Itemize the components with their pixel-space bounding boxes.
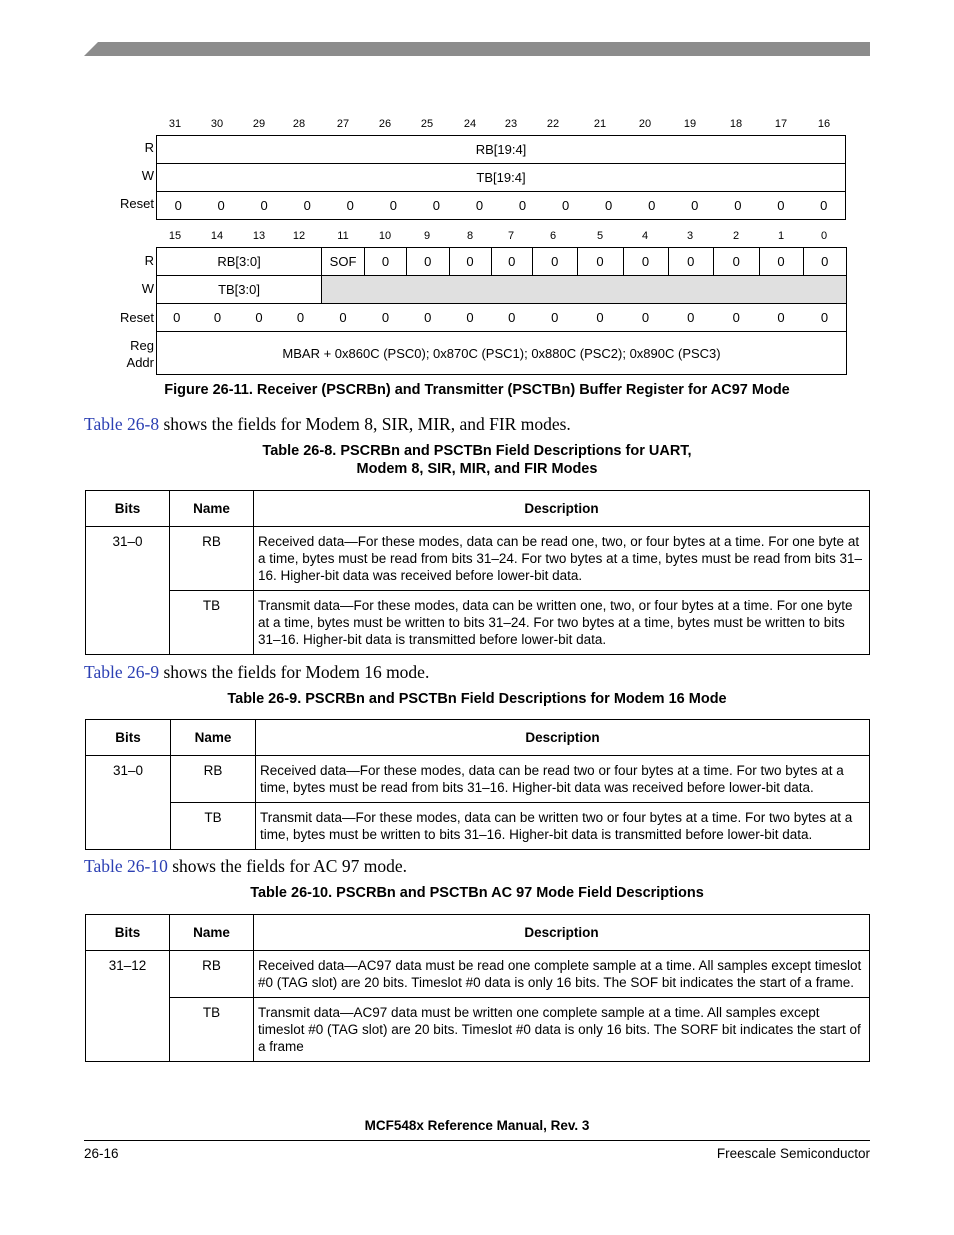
bit-number: 24 <box>463 118 477 130</box>
header-bits: Bits <box>86 915 170 951</box>
row-label-reg: Reg <box>130 338 154 353</box>
row-label-w: W <box>141 281 154 296</box>
bit-number: 26 <box>378 118 392 130</box>
reset-bit: 0 <box>668 304 714 332</box>
reset-bit: 0 <box>458 192 501 220</box>
paragraph-table-26-9 <box>84 662 429 683</box>
lower-r-row <box>157 248 847 276</box>
bit-number: 18 <box>729 118 743 130</box>
reset-bit: 0 <box>759 192 802 220</box>
reset-bit: 0 <box>372 192 415 220</box>
row-label-reset: Reset <box>120 196 154 211</box>
reset-bit: 0 <box>623 304 668 332</box>
header-name: Name <box>170 915 254 951</box>
description-cell: Transmit data—For these modes, data can be written one, two, or four bytes at a time. For one byte at a time, bytes must be written to bits 31–24. For two bytes at a time, bytes must be written to bits 31–16. Higher-bit data is transmitted before lower-bit data. <box>254 591 870 655</box>
table-row <box>86 591 870 655</box>
bit-number: 15 <box>168 230 182 242</box>
bit-number: 22 <box>546 118 560 130</box>
lower-r-bit: 0 <box>407 248 450 276</box>
reset-bit: 0 <box>415 192 458 220</box>
reset-bit: 0 <box>630 192 673 220</box>
description-cell: Received data—For these modes, data can be read two or four bytes at a time. For two bytes at a time, bytes must be read from bits 31–16. Higher-bit data was received before lower-bit data. <box>256 756 870 803</box>
reset-bit: 0 <box>280 304 322 332</box>
bit-number: 10 <box>378 230 392 242</box>
upper-reset-row <box>157 192 846 220</box>
row-label-r: R <box>144 140 154 155</box>
page-number: 26-16 <box>84 1146 119 1161</box>
reset-bit: 0 <box>329 192 372 220</box>
bit-number: 17 <box>774 118 788 130</box>
lower-r-bit: 0 <box>714 248 760 276</box>
reset-bit: 0 <box>200 192 243 220</box>
reset-bit: 0 <box>803 304 847 332</box>
paragraph-text: shows the fields for Modem 16 mode. <box>159 662 430 682</box>
header-description: Description <box>254 915 870 951</box>
lower-r-bit: 0 <box>803 248 847 276</box>
bits-cell: 31–0 <box>86 756 171 850</box>
lower-r-sof: SOF <box>322 248 365 276</box>
reset-bit: 0 <box>243 192 286 220</box>
header-bits: Bits <box>86 491 170 527</box>
link-table-26-8[interactable]: Table 26-8 <box>84 414 160 434</box>
paragraph-text: shows the fields for AC 97 mode. <box>167 856 407 876</box>
bit-number: 9 <box>423 230 431 242</box>
header-description: Description <box>256 720 870 756</box>
name-cell: RB <box>170 527 254 591</box>
description-cell: Transmit data—For these modes, data can be written two or four bytes at a time. For two bytes at a time, bytes must be written to bits 31–16. Higher-bit data is transmitted before lower-bit data. <box>256 803 870 850</box>
row-label-w: W <box>141 168 154 183</box>
bit-number: 6 <box>549 230 557 242</box>
footer-title: MCF548x Reference Manual, Rev. 3 <box>364 1118 590 1133</box>
reset-bit: 0 <box>197 304 239 332</box>
reset-bit: 0 <box>577 304 623 332</box>
table-row <box>86 527 870 591</box>
table-26-9 <box>85 719 870 850</box>
lower-r-bit: 0 <box>759 248 803 276</box>
bit-number: 30 <box>210 118 224 130</box>
table-26-8 <box>85 490 870 655</box>
reset-bit: 0 <box>491 304 533 332</box>
bit-number: 27 <box>336 118 350 130</box>
upper-r-field: RB[19:4] <box>157 136 846 164</box>
lower-register-table <box>156 247 847 375</box>
bit-number: 2 <box>732 230 740 242</box>
table-row <box>86 756 870 803</box>
header-name: Name <box>171 720 256 756</box>
table-row <box>86 803 870 850</box>
table-26-8-caption-line2: Modem 8, SIR, MIR, and FIR Modes <box>356 461 598 477</box>
bit-number: 12 <box>292 230 306 242</box>
table-row <box>86 951 870 998</box>
lower-r-bit: 0 <box>533 248 578 276</box>
bit-number: 4 <box>641 230 649 242</box>
reset-bit: 0 <box>802 192 845 220</box>
reg-addr: MBAR + 0x860C (PSC0); 0x870C (PSC1); 0x880C (PSC2); 0x890C (PSC3) <box>157 332 847 375</box>
bit-number: 14 <box>210 230 224 242</box>
lower-r-bit: 0 <box>623 248 668 276</box>
reset-bit: 0 <box>759 304 803 332</box>
upper-w-field: TB[19:4] <box>157 164 846 192</box>
paragraph-text: shows the fields for Modem 8, SIR, MIR, and FIR modes. <box>159 414 571 434</box>
reset-bit: 0 <box>157 304 197 332</box>
table-26-10 <box>85 914 870 1062</box>
bit-number: 8 <box>466 230 474 242</box>
name-cell: TB <box>170 998 254 1062</box>
figure-caption: Figure 26-11. Receiver (PSCRBn) and Transmitter (PSCTBn) Buffer Register for AC97 Mode <box>164 382 790 398</box>
bit-number: 25 <box>420 118 434 130</box>
reset-bit: 0 <box>533 304 578 332</box>
bit-number: 1 <box>777 230 785 242</box>
link-table-26-9[interactable]: Table 26-9 <box>84 662 160 682</box>
lower-r-bit: 0 <box>491 248 533 276</box>
row-label-r: R <box>144 253 154 268</box>
bit-number: 28 <box>292 118 306 130</box>
reset-bit: 0 <box>239 304 280 332</box>
bit-number: 29 <box>252 118 266 130</box>
bits-cell: 31–0 <box>86 527 170 655</box>
paragraph-table-26-10 <box>84 856 407 877</box>
description-cell: Transmit data—AC97 data must be written one complete sample at a time. All samples except timeslot #0 (TAG slot) are 20 bits. Timeslot #0 data is only 16 bits. The SORF bit indicates the start of a frame <box>254 998 870 1062</box>
description-cell: Received data—AC97 data must be read one complete sample at a time. All samples except timeslot #0 (TAG slot) are 20 bits. Timeslot #0 data is only 16 bits. The SOF bit indicates the start of a frame. <box>254 951 870 998</box>
description-cell: Received data—For these modes, data can be read one, two, or four bytes at a time. For one byte at a time, bytes must be read from bits 31–24. For two bytes at a time, bytes must be read from bits 31–16. Higher-bit data was received before lower-bit data. <box>254 527 870 591</box>
bit-number: 5 <box>596 230 604 242</box>
lower-r-bit: 0 <box>668 248 714 276</box>
name-cell: RB <box>170 951 254 998</box>
bit-number: 23 <box>504 118 518 130</box>
header-description: Description <box>254 491 870 527</box>
table-row <box>86 998 870 1062</box>
bit-number: 31 <box>168 118 182 130</box>
bit-number: 13 <box>252 230 266 242</box>
bit-number: 16 <box>817 118 831 130</box>
lower-r-field: RB[3:0] <box>157 248 322 276</box>
table-26-10-caption: Table 26-10. PSCRBn and PSCTBn AC 97 Mode Field Descriptions <box>250 885 704 901</box>
bit-number: 21 <box>593 118 607 130</box>
reset-bit: 0 <box>365 304 407 332</box>
bit-number: 11 <box>337 230 349 242</box>
link-table-26-10[interactable]: Table 26-10 <box>84 856 168 876</box>
bit-number: 7 <box>507 230 515 242</box>
reset-bit: 0 <box>322 304 365 332</box>
lower-r-bit: 0 <box>365 248 407 276</box>
header-bar <box>84 42 870 56</box>
name-cell: TB <box>171 803 256 850</box>
lower-r-bit: 0 <box>449 248 491 276</box>
reset-bit: 0 <box>587 192 630 220</box>
reset-bit: 0 <box>407 304 450 332</box>
name-cell: TB <box>170 591 254 655</box>
table-26-8-caption-line1: Table 26-8. PSCRBn and PSCTBn Field Descriptions for UART, <box>262 443 692 459</box>
lower-r-bit: 0 <box>577 248 623 276</box>
reset-bit: 0 <box>501 192 544 220</box>
bits-cell: 31–12 <box>86 951 170 1062</box>
reset-bit: 0 <box>716 192 759 220</box>
reset-bit: 0 <box>286 192 329 220</box>
bit-number: 19 <box>683 118 697 130</box>
upper-register-table <box>156 135 846 220</box>
header-name: Name <box>170 491 254 527</box>
footer-company: Freescale Semiconductor <box>716 1146 870 1161</box>
footer-divider <box>84 1140 870 1141</box>
paragraph-table-26-8 <box>84 414 571 435</box>
name-cell: RB <box>171 756 256 803</box>
bit-number: 3 <box>686 230 694 242</box>
header-bits: Bits <box>86 720 171 756</box>
reset-bit: 0 <box>714 304 760 332</box>
row-label-reset: Reset <box>120 310 154 325</box>
reset-bit: 0 <box>157 192 200 220</box>
reset-bit: 0 <box>673 192 716 220</box>
lower-reset-row <box>157 304 847 332</box>
lower-w-field: TB[3:0] <box>157 276 322 304</box>
table-26-9-caption: Table 26-9. PSCRBn and PSCTBn Field Descriptions for Modem 16 Mode <box>227 691 727 707</box>
reset-bit: 0 <box>544 192 587 220</box>
reset-bit: 0 <box>449 304 491 332</box>
bit-number: 20 <box>638 118 652 130</box>
lower-w-reserved <box>322 276 847 304</box>
bit-number: 0 <box>820 230 828 242</box>
row-label-addr: Addr <box>126 355 154 370</box>
